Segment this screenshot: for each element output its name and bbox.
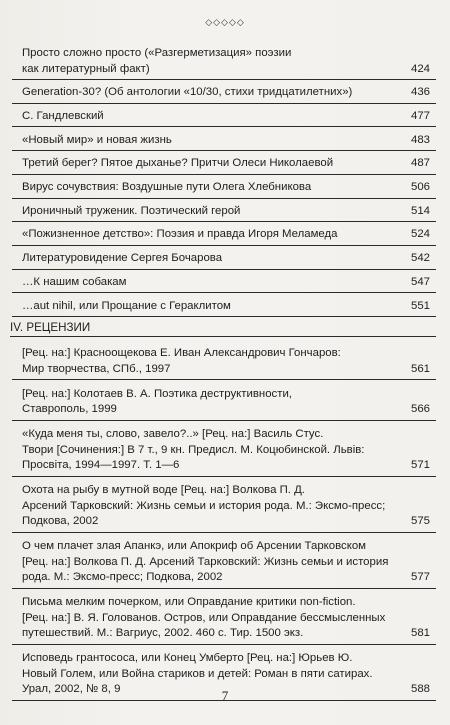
toc-entry-title-line: Арсений Тарковский: Жизнь семьи и история рода. М.: Эксмо-пресс; [22, 499, 386, 512]
toc-entry-title [22, 427, 392, 474]
toc-entry-page-number: 577 [410, 571, 430, 583]
toc-entry-title-line: …К нашим собакам [22, 275, 127, 288]
toc-entry-title-line: [Рец. на:] Волкова П. Д. Арсений Тарковский: Жизнь семьи и история [22, 555, 389, 568]
toc-entry-title-line: О чем плачет злая Апанкэ, или Апокриф об Арсении Тарковском [22, 540, 366, 552]
toc-entry-rule [12, 198, 436, 199]
toc-entry-rule [12, 476, 436, 477]
toc-entry-title-line: [Рец. на:] Красноощекова Е. Иван Александрович Гончаров: [22, 347, 341, 359]
toc-entry-page-number: 581 [410, 627, 430, 639]
toc-entry-title-line: «Новый мир» и новая жизнь [22, 133, 172, 146]
toc-entry-page-number: 588 [410, 683, 430, 695]
ornament-divider: ◇◇◇◇◇ [205, 18, 245, 28]
toc-entry-title-line: [Рец. на:] Колотаев В. А. Поэтика деструктивности, [22, 387, 292, 400]
toc-entry-rule [12, 103, 436, 104]
toc-entry-title [22, 275, 392, 291]
toc-entry-title-line: «Пожизненное детство»: Поэзия и правда Игоря Меламеда [22, 228, 338, 241]
toc-entry-title [22, 346, 392, 377]
toc-entry-title [22, 204, 392, 220]
toc-entry-title-line: С. Гандлевский [22, 109, 104, 122]
toc-entry-page-number: 575 [410, 515, 430, 527]
toc-entry-rule [12, 79, 436, 80]
toc-entry-title-line: Подкова, 2002 [22, 515, 99, 527]
toc-entry-rule [12, 126, 436, 127]
toc-entry-title [22, 46, 392, 77]
toc-entry-title-line: Вирус сочувствия: Воздушные пути Олега Хлебникова [22, 181, 312, 193]
toc-entry-title-line: Новый Голем, или Война стариков и детей: Роман в пяти сатирах. [22, 667, 373, 680]
toc-entry-title-line: «Куда меня ты, слово, завело?..» [Рец. на:] Василь Стус. [22, 428, 324, 440]
toc-entry-title-line: как литературный факт) [22, 62, 150, 75]
toc-entry-rule [12, 269, 436, 270]
toc-entry-page-number: 487 [410, 157, 430, 170]
toc-entry-rule [12, 532, 436, 533]
toc-entry-page-number: 524 [410, 228, 430, 241]
toc-entry-title [22, 299, 392, 315]
page-number-folio: 7 [221, 688, 229, 703]
section-heading-rule [10, 336, 436, 337]
toc-entry-title-line: Литературовидение Сергея Бочарова [22, 252, 223, 265]
toc-entry-page-number: 436 [410, 86, 430, 99]
toc-entry-page-number: 514 [410, 204, 430, 217]
toc-entry-page-number: 571 [410, 459, 430, 471]
toc-entry-title-line: Исповедь грантососа, или Конец Умберто [Рец. на:] Юрьев Ю. [22, 652, 353, 664]
toc-entry-rule [12, 221, 436, 222]
toc-entry-title-line: Generation-30? (Об антологии «10/30, стихи тридцатилетних») [22, 86, 353, 99]
toc-entry-title [22, 85, 392, 101]
toc-entry-title-line: рода. М.: Эксмо-пресс; Подкова, 2002 [22, 571, 223, 583]
toc-entry-title-line: Просвiта, 1994—1997. Т. 1—6 [22, 459, 180, 471]
toc-entry-title [22, 156, 392, 172]
toc-entry-title [22, 109, 392, 125]
toc-entry-page-number: 551 [410, 299, 430, 312]
toc-entry-title [22, 133, 392, 149]
toc-entry-page-number: 483 [410, 133, 430, 146]
toc-entry-rule [12, 588, 436, 589]
toc-entry-title-line: Третий берег? Пятое дыханье? Притчи Олеси Николаевой [22, 157, 334, 170]
toc-entry-title-line: Мир творчества, СПб., 1997 [22, 362, 171, 375]
toc-entry-title-line: Письма мелким почерком, или Оправдание критики non-fiction. [22, 596, 356, 608]
toc-entry-rule [12, 174, 436, 175]
toc-entry-title [22, 595, 392, 642]
toc-entry-page-number: 424 [410, 62, 430, 75]
toc-entry-title-line: …aut nihil, или Прощание с Гераклитом [22, 299, 231, 312]
toc-entry-page-number: 561 [410, 362, 430, 375]
toc-entry-page-number: 542 [410, 252, 430, 265]
toc-entry-title-line: Охота на рыбу в мутной воде [Рец. на:] Волкова П. Д. [22, 484, 305, 496]
toc-entry-rule [12, 316, 436, 317]
toc-entry-title-line: [Рец. на:] В. Я. Голованов. Остров, или Оправдание бессмысленных [22, 611, 386, 624]
toc-entry-page-number: 477 [410, 109, 430, 122]
toc-entry-title [22, 483, 392, 530]
toc-entry-title-line: путешествий. М.: Вагриус, 2002. 460 с. Тир. 1500 экз. [22, 627, 304, 639]
toc-entry-title [22, 539, 392, 586]
toc-entry-rule [12, 150, 436, 151]
toc-entry-rule [12, 644, 436, 645]
toc-entry-title [22, 387, 392, 418]
toc-entry-rule [12, 379, 436, 380]
toc-entry-rule [12, 245, 436, 246]
toc-entry-page-number: 506 [410, 181, 430, 193]
toc-entry-page-number: 547 [410, 275, 430, 288]
toc-entry-title [22, 180, 392, 196]
toc-entry-title [22, 227, 392, 243]
toc-entry-title [22, 251, 392, 267]
toc-entry-rule [12, 420, 436, 421]
toc-entry-title-line: Урал, 2002, № 8, 9 [22, 683, 121, 695]
toc-entry-title-line: Просто сложно просто («Разгерметизация» поэзии [22, 47, 292, 59]
toc-entry-title-line: Ставрополь, 1999 [22, 403, 117, 415]
section-heading: IV. РЕЦЕНЗИИ [10, 321, 91, 334]
toc-entry-title-line: Твори [Сочинения:] В 7 т., 9 кн. Предисл. М. Коцюбинской. Львів: [22, 443, 365, 456]
toc-entry-page-number: 566 [410, 403, 430, 415]
toc-entry-rule [12, 292, 436, 293]
toc-entry-title-line: Ироничный труженик. Поэтический герой [22, 204, 241, 217]
